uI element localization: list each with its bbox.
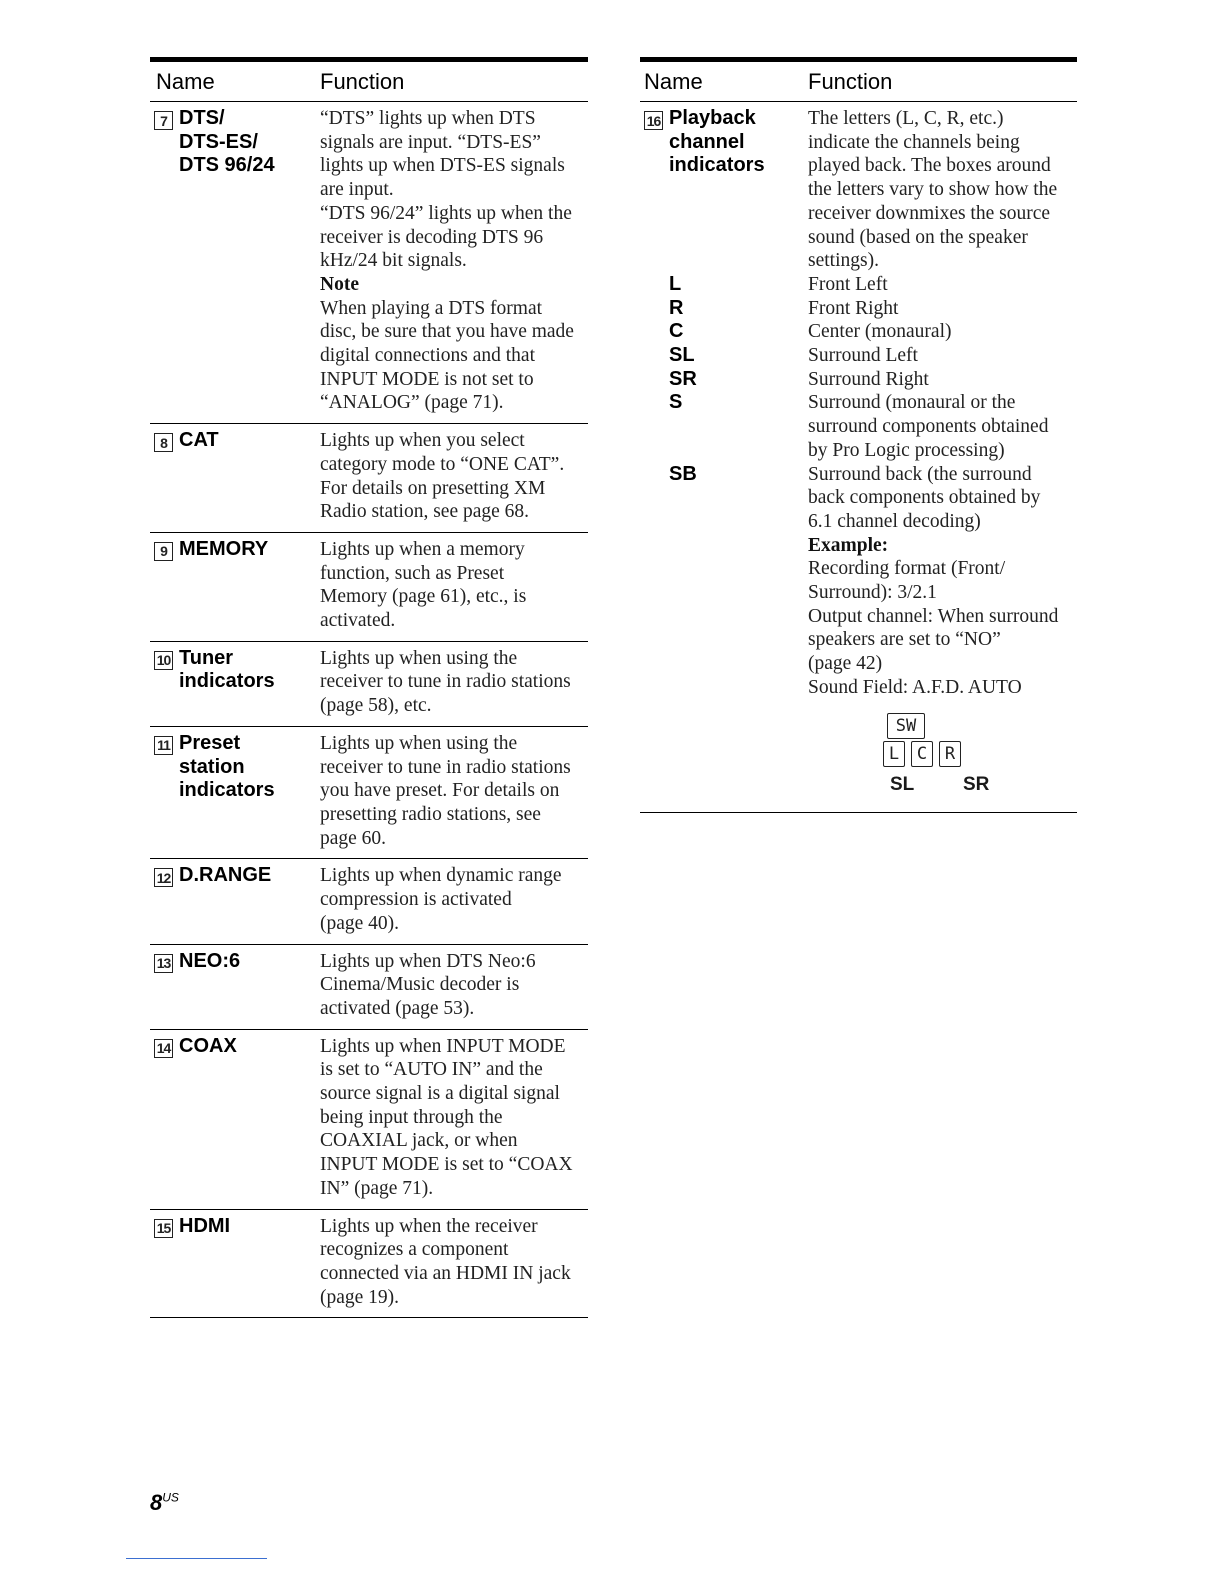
- item-name: MEMORY: [179, 537, 269, 560]
- table-row: [150, 1210, 588, 1319]
- page-number: [150, 1490, 179, 1516]
- function-text: Lights up when a memory function, such as Preset Memory (page 61), etc., is activated.: [320, 538, 527, 632]
- item-function: [320, 647, 588, 718]
- item-number: 14: [154, 1039, 173, 1058]
- list-item: [640, 297, 1077, 321]
- table-row: [150, 533, 588, 642]
- list-item: [640, 391, 1077, 462]
- table-header: [150, 57, 588, 102]
- channel-desc: Surround (monaural or the surround components obtained by Pro Logic processing): [808, 392, 1049, 461]
- note-text: When playing a DTS format disc, be sure that you have made digital connections and that INPUT MODE is not set to “ANALOG” (page 71).: [320, 297, 574, 414]
- function-text: Lights up when using the receiver to tune in radio stations you have preset. For details on presetting radio stations, see page 60.: [320, 732, 571, 849]
- channel-code: L: [669, 272, 682, 295]
- item-function: [808, 107, 1077, 273]
- list-item: [640, 463, 1077, 534]
- item-number: 8: [154, 433, 173, 452]
- function-text: Lights up when the receiver recognizes a component connected via an HDMI IN jack (page 19).: [320, 1215, 571, 1308]
- item-number: 13: [154, 954, 173, 973]
- header-function: Function: [320, 68, 405, 94]
- item-name: HDMI: [179, 1214, 231, 1237]
- item-number: 11: [154, 736, 173, 755]
- item-name: Preset station indicators: [179, 731, 275, 802]
- right-table: [640, 57, 1077, 813]
- display-illustration: [883, 712, 1003, 796]
- list-item: [640, 344, 1077, 368]
- function-text: “DTS 96/24” lights up when the receiver is decoding DTS 96 kHz/24 bit signals.: [320, 202, 572, 272]
- table-row: [150, 945, 588, 1030]
- item-name: DTS/ DTS-ES/ DTS 96/24: [179, 107, 275, 177]
- c-indicator: C: [911, 741, 933, 767]
- channel-desc: Surround back (the surround back components obtained by 6.1 channel decoding): [808, 463, 1041, 532]
- function-text: The letters (L, C, R, etc.) indicate the channels being played back. The boxes around the letters vary to show how the receiver downmixes the source sound (based on the speaker settings).: [808, 108, 1058, 272]
- footer-rule: [126, 1558, 267, 1559]
- item-name: Playback channel indicators: [669, 107, 765, 177]
- channel-code: SB: [669, 462, 697, 485]
- item-name: CAT: [179, 429, 219, 452]
- item-name: COAX: [179, 1034, 237, 1057]
- page-number-suffix: US: [162, 1490, 179, 1505]
- table-row: [150, 424, 588, 533]
- item-function: [320, 538, 588, 633]
- table-row: [150, 859, 588, 944]
- table-row: [640, 102, 1077, 813]
- table-row: [150, 642, 588, 727]
- item-number: 7: [154, 111, 173, 130]
- item-function: [320, 864, 588, 935]
- channel-code: R: [669, 296, 684, 319]
- function-text: Lights up when you select category mode to “ONE CAT”. For details on presetting XM Radio station, see page 68.: [320, 430, 565, 523]
- sl-indicator: SL: [890, 773, 915, 795]
- channel-desc: Center (monaural): [808, 321, 952, 343]
- channel-list: [640, 273, 1077, 700]
- function-text: “DTS” lights up when DTS signals are input. “DTS-ES” lights up when DTS-ES signals are input.: [320, 108, 565, 201]
- table-header: [640, 57, 1077, 102]
- header-name: Name: [156, 68, 215, 94]
- header-function: Function: [808, 68, 893, 94]
- list-item: [640, 273, 1077, 297]
- note-title: Note: [320, 273, 359, 295]
- example-line: Output channel: When surround speakers are set to “NO” (page 42): [808, 605, 1059, 675]
- function-text: Lights up when DTS Neo:6 Cinema/Music decoder is activated (page 53).: [320, 950, 536, 1019]
- function-text: Lights up when INPUT MODE is set to “AUTO IN” and the source signal is a digital signal being input through the COAXIAL jack, or when INPUT MODE is set to “COAX IN” (page 71).: [320, 1035, 573, 1199]
- item-name: D.RANGE: [179, 864, 272, 887]
- item-function: [320, 429, 588, 524]
- function-text: Lights up when dynamic range compression is activated (page 40).: [320, 865, 562, 934]
- channel-desc: Surround Right: [808, 368, 929, 390]
- page-number-value: 8: [150, 1490, 163, 1515]
- list-item: [640, 368, 1077, 392]
- header-name: Name: [644, 68, 703, 94]
- item-name: NEO:6: [179, 949, 241, 972]
- channel-code: C: [669, 320, 684, 343]
- table-row: [150, 727, 588, 860]
- channel-code: S: [669, 391, 683, 414]
- function-text: Lights up when using the receiver to tune in radio stations (page 58), etc.: [320, 647, 571, 717]
- item-function: [320, 950, 588, 1021]
- example-line: Sound Field: A.F.D. AUTO: [808, 676, 1022, 698]
- item-number: 16: [644, 111, 663, 130]
- l-indicator: L: [883, 741, 905, 767]
- item-number: 9: [154, 542, 173, 561]
- table-row: [150, 102, 588, 424]
- item-number: 10: [154, 651, 173, 670]
- left-table: [150, 57, 588, 1318]
- sw-indicator: SW: [887, 713, 925, 739]
- channel-desc: Front Right: [808, 297, 899, 319]
- item-function: [320, 732, 588, 851]
- table-row: [150, 1030, 588, 1210]
- item-number: 15: [154, 1219, 173, 1238]
- item-name: Tuner indicators: [179, 646, 275, 693]
- item-function: [320, 1035, 588, 1201]
- list-item: [640, 320, 1077, 344]
- example-line: Recording format (Front/ Surround): 3/2.1: [808, 558, 1006, 604]
- channel-desc: Front Left: [808, 273, 888, 295]
- channel-code: SL: [669, 344, 695, 367]
- sr-indicator: SR: [963, 773, 990, 795]
- r-indicator: R: [939, 741, 961, 767]
- channel-desc: Surround Left: [808, 345, 918, 367]
- example-title: Example:: [808, 534, 889, 556]
- channel-code: SR: [669, 367, 697, 390]
- item-function: [320, 1215, 588, 1310]
- item-function: [320, 107, 588, 415]
- item-number: 12: [154, 868, 173, 887]
- example-block: [640, 534, 1077, 700]
